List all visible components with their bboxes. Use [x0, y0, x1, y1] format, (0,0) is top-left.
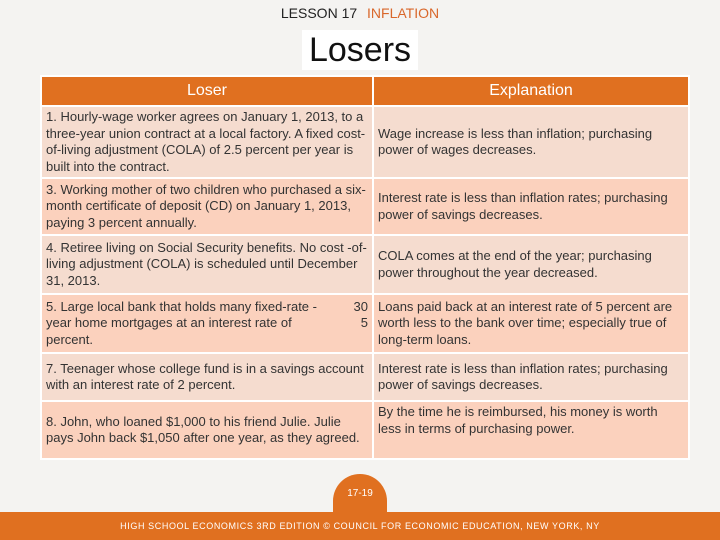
explanation-cell: COLA comes at the end of the year; purchasing power throughout the year decreased.: [373, 235, 689, 294]
explanation-cell: Wage increase is less than inflation; purchasing power of wages decreases.: [373, 106, 689, 178]
explanation-cell: Loans paid back at an interest rate of 5 percent are worth less to the bank over time; especially true of long-term loans.: [373, 294, 689, 353]
loser-text: 5. Large local bank that holds many fixed-rate -year home mortgages at an interest rate of percent.: [46, 298, 317, 347]
table-row: [41, 106, 689, 178]
table-row: [41, 294, 689, 353]
explanation-cell: Interest rate is less than inflation rates; purchasing power of savings decreases.: [373, 178, 689, 235]
column-header-explanation: Explanation: [373, 76, 689, 106]
loser-cell: [41, 294, 373, 353]
loser-cell: 1. Hourly-wage worker agrees on January 1, 2013, to a three-year union contract at a local factory. A fixed cost-of-living adjustment (COLA) of 2.5 percent per year is built into the contract.: [41, 106, 373, 178]
lesson-header: [0, 0, 720, 26]
column-header-loser: Loser: [41, 76, 373, 106]
lesson-label: LESSON 17: [280, 5, 358, 21]
losers-table: [40, 75, 690, 460]
loser-cell: 7. Teenager whose college fund is in a savings account with an interest rate of 2 percent.: [41, 353, 373, 401]
page-number: 17-19: [333, 474, 387, 514]
explanation-cell: By the time he is reimbursed, his money is worth less in terms of purchasing power.: [373, 401, 689, 459]
table-row: [41, 235, 689, 294]
page-title: Losers: [302, 30, 418, 70]
loser-values: 30 5: [353, 298, 368, 331]
loser-cell: 8. John, who loaned $1,000 to his friend Julie. Julie pays John back $1,050 after one year, as they agreed.: [41, 401, 373, 459]
loser-cell: 4. Retiree living on Social Security benefits. No cost -of-living adjustment (COLA) is scheduled until December 31, 2013.: [41, 235, 373, 294]
explanation-cell: Interest rate is less than inflation rates; purchasing power of savings decreases.: [373, 353, 689, 401]
table-row: [41, 401, 689, 459]
table-row: [41, 178, 689, 235]
loser-cell: 3. Working mother of two children who purchased a six-month certificate of deposit (CD) on January 1, 2013, paying 3 percent annually.: [41, 178, 373, 235]
footer: HIGH SCHOOL ECONOMICS 3RD EDITION © COUNCIL FOR ECONOMIC EDUCATION, NEW YORK, NY: [0, 512, 720, 540]
table-header-row: [41, 76, 689, 106]
lesson-topic: INFLATION: [367, 5, 440, 21]
table-row: [41, 353, 689, 401]
